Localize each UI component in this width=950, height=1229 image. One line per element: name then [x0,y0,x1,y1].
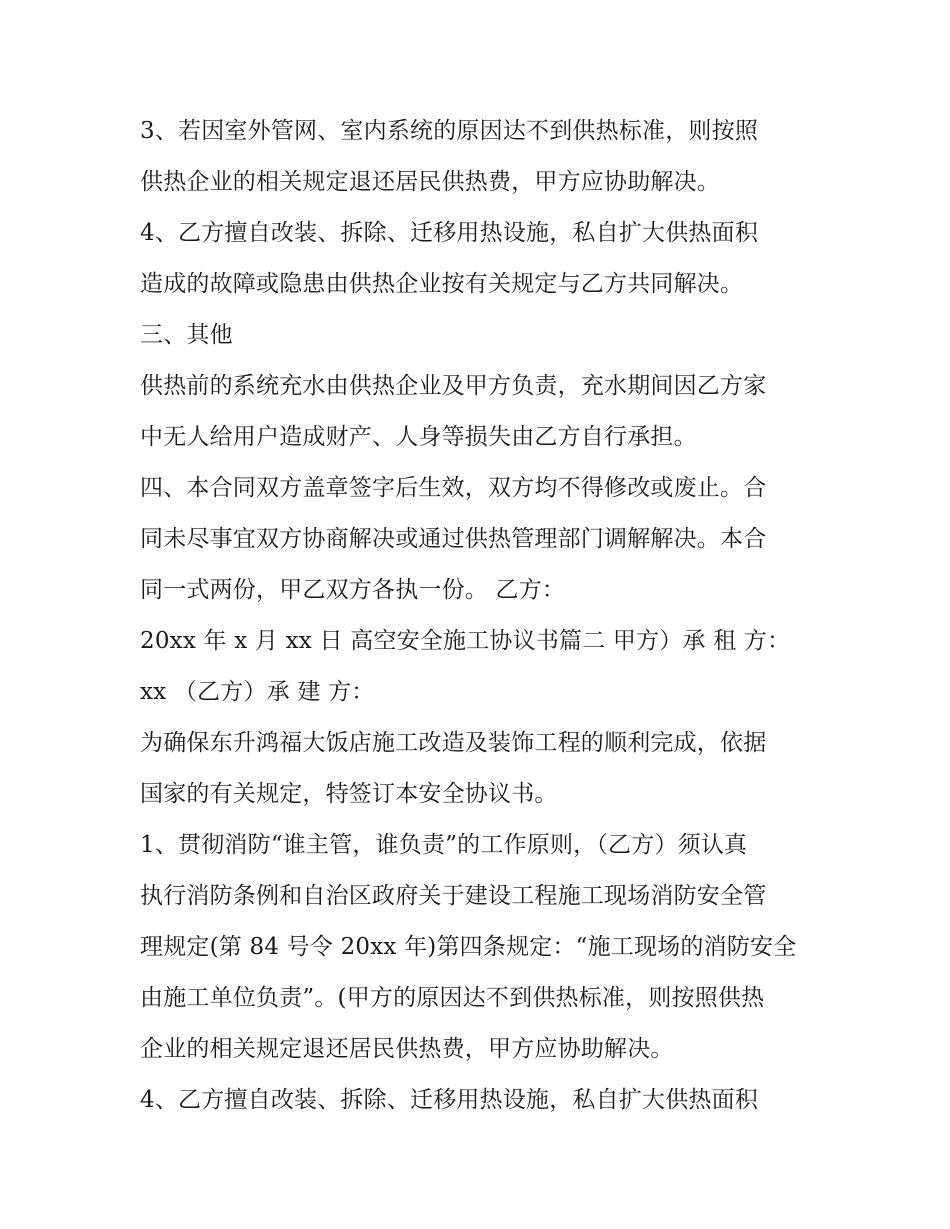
text-line: 执行消防条例和自治区政府关于建设工程施工现场消防安全管 [140,883,767,909]
document-body [140,106,820,1126]
text-line: 供热企业的相关规定退还居民供热费，甲方应协助解决。 [140,169,720,195]
text-line: 中无人给用户造成财产、人身等损失由乙方自行承担。 [140,424,697,450]
section-heading: 三、其他 [140,322,233,348]
text-line: 1、贯彻消防“谁主管，谁负责”的工作原则，（乙方）须认真 [140,832,748,858]
text-line: 为确保东升鸿福大饭店施工改造及装饰工程的顺利完成，依据 [140,730,767,756]
text-line: 供热前的系统充水由供热企业及甲方负责，充水期间因乙方家 [140,373,767,399]
text-line: 造成的故障或隐患由供热企业按有关规定与乙方共同解决。 [140,271,744,297]
text-line: 同一式两份，甲乙双方各执一份。 乙方： [140,577,566,603]
text-line: 4、乙方擅自改装、拆除、迁移用热设施，私自扩大供热面积 [140,220,759,246]
text-line: 同未尽事宜双方协商解决或通过供热管理部门调解解决。本合 [140,526,767,552]
text-line: 4、乙方擅自改装、拆除、迁移用热设施，私自扩大供热面积 [140,1087,759,1113]
text-line: 理规定(第 84 号令 20xx 年)第四条规定：“施工现场的消防安全 [140,934,797,960]
text-line: 20xx 年 x 月 xx 日 高空安全施工协议书篇二 甲方）承 租 方： [140,628,791,654]
text-line: 由施工单位负责”。(甲方的原因达不到供热标准，则按照供热 [140,985,765,1011]
text-line: 四、本合同双方盖章签字后生效，双方均不得修改或废止。合 [140,475,767,501]
text-line: 3、若因室外管网、室内系统的原因达不到供热标准，则按照 [140,118,759,144]
text-line: 企业的相关规定退还居民供热费，甲方应协助解决。 [140,1036,674,1062]
text-line: 国家的有关规定，特签订本安全协议书。 [140,781,558,807]
text-line: xx （乙方）承 建 方： [140,679,375,705]
